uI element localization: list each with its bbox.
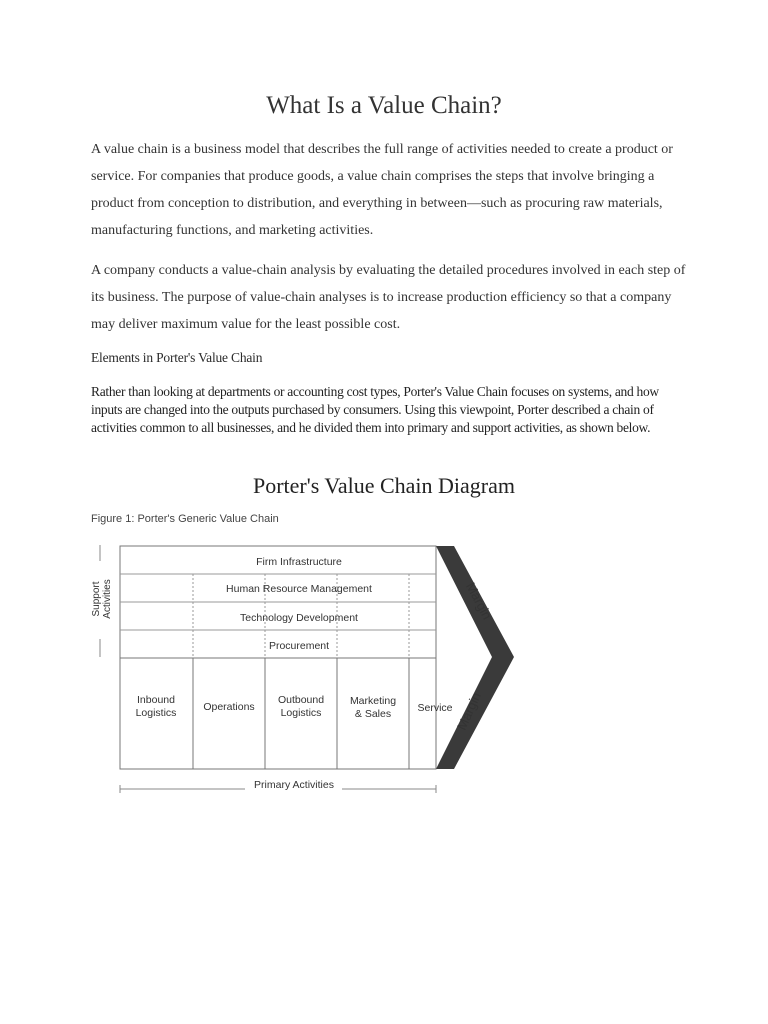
primary-activities-label: Primary Activities: [254, 779, 334, 791]
analysis-paragraph: A company conducts a value-chain analysis by evaluating the detailed procedures involved in each step of its business. The purpose of value-chain analyses is to increase production efficiency so that a company may deliver maximum value for the least possible cost.: [91, 263, 686, 332]
support-activity-label: Procurement: [268, 640, 330, 652]
primary-activity-label: & Sales: [354, 708, 392, 720]
support-activity-label: Technology Development: [240, 612, 358, 624]
porter-paragraph: Rather than looking at departments or accounting cost types, Porter's Value Chain focuses on systems, and how inputs are changed into the outputs purchased by consumers. Using this viewpoint, Porter described a chain of activities common to all businesses, and he divided them into primary and support activities, as shown below.: [91, 384, 659, 435]
figure-caption: Figure 1: Porter's Generic Value Chain: [91, 513, 279, 525]
primary-activity-label: Inbound: [137, 694, 175, 706]
primary-activity-label: Logistics: [135, 707, 177, 719]
page-title: What Is a Value Chain?: [266, 92, 502, 119]
support-activity-label: Firm Infrastructure: [256, 556, 342, 568]
margin-label-bottom: Margin: [453, 689, 484, 733]
primary-activity-label: Logistics: [280, 707, 322, 719]
primary-activity-label: Service: [417, 702, 453, 714]
support-label-line2: Activities: [102, 579, 113, 619]
support-activity-label: Human Resource Management: [226, 583, 372, 595]
support-label-line1: Support: [91, 581, 102, 617]
value-chain-diagram: [80, 535, 530, 800]
intro-paragraph: A value chain is a business model that describes the full range of activities needed to create a product or service. For companies that produce goods, a value chain comprises the steps that involve bringing a product from conception to distribution, and everything in between—such as procuring raw materials, manufacturing functions, and marketing activities.: [91, 142, 673, 238]
primary-activity-label: Outbound: [277, 694, 325, 706]
section-subheading: Elements in Porter's Value Chain: [91, 350, 263, 365]
primary-activity-label: Operations: [203, 701, 255, 713]
diagram-heading: Porter's Value Chain Diagram: [252, 473, 515, 498]
margin-label-top: Margin: [463, 579, 495, 622]
primary-activity-label: Marketing: [349, 695, 397, 707]
